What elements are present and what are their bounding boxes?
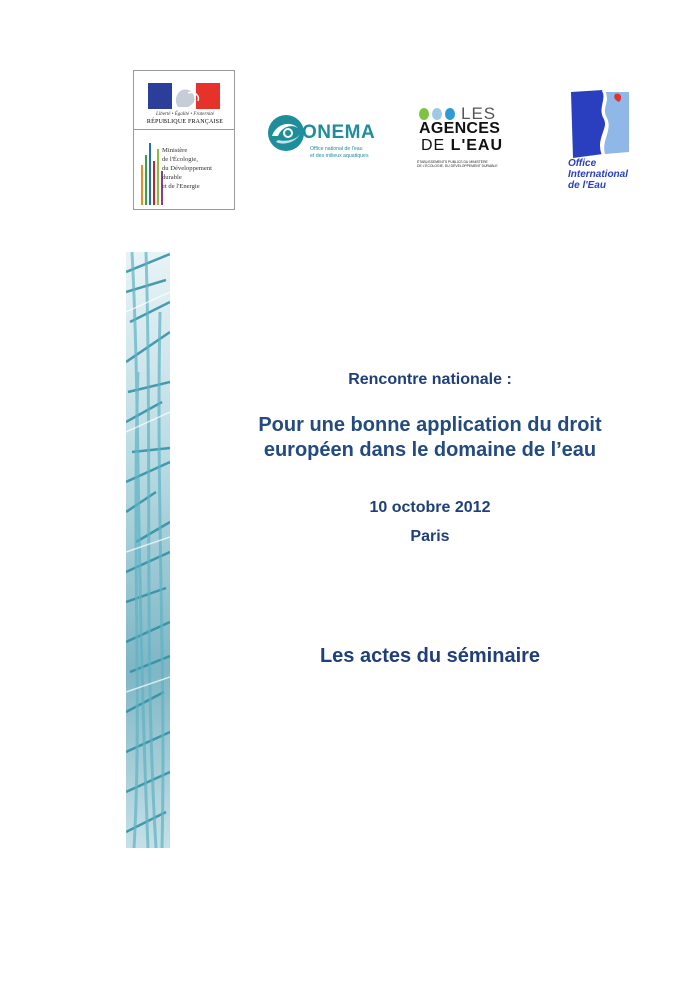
partner-logos — [0, 0, 700, 220]
ministry-divider — [134, 129, 234, 130]
ministry-motto: Liberté • Égalité • Fraternité — [156, 112, 214, 117]
republique-francaise-label: RÉPUBLIQUE FRANÇAISE — [146, 119, 224, 125]
onema-logo — [266, 112, 396, 164]
marianne-flag-icon — [148, 83, 220, 109]
agences-agences: AGENCES — [419, 120, 501, 137]
onema-tagline: Office national de l'eau et des milieux aquatiques — [310, 146, 369, 159]
ministry-logo — [133, 70, 235, 210]
agences-les: LES — [461, 104, 497, 123]
ministry-stems-icon — [138, 135, 164, 207]
oieau-emblem-icon — [569, 88, 631, 160]
document-actes-heading: Les actes du séminaire — [319, 645, 541, 667]
onema-name: ONEMA — [302, 122, 376, 143]
document-subtitle: Rencontre nationale : — [348, 371, 512, 388]
grass-photo-band — [126, 252, 170, 848]
agences-de-leau: DE L'EAU — [421, 137, 504, 154]
event-date: 10 octobre 2012 — [369, 499, 491, 516]
agences-fine-print: ÉTABLISSEMENTS PUBLICS DU MINISTÈRE DE L'ÉCOLOGIE, DU DÉVELOPPEMENT DURABLE — [417, 160, 498, 168]
document-title: Pour une bonne application du droit européen dans le domaine de l’eau — [258, 414, 602, 461]
oieau-logo — [565, 88, 645, 200]
agences-eau-logo — [413, 104, 523, 176]
event-place: Paris — [410, 528, 450, 545]
oieau-name: Office International de l'Eau — [568, 158, 629, 191]
ministry-name: Ministère de l'Écologie, du Développement durable et de l'Energie — [162, 147, 212, 190]
